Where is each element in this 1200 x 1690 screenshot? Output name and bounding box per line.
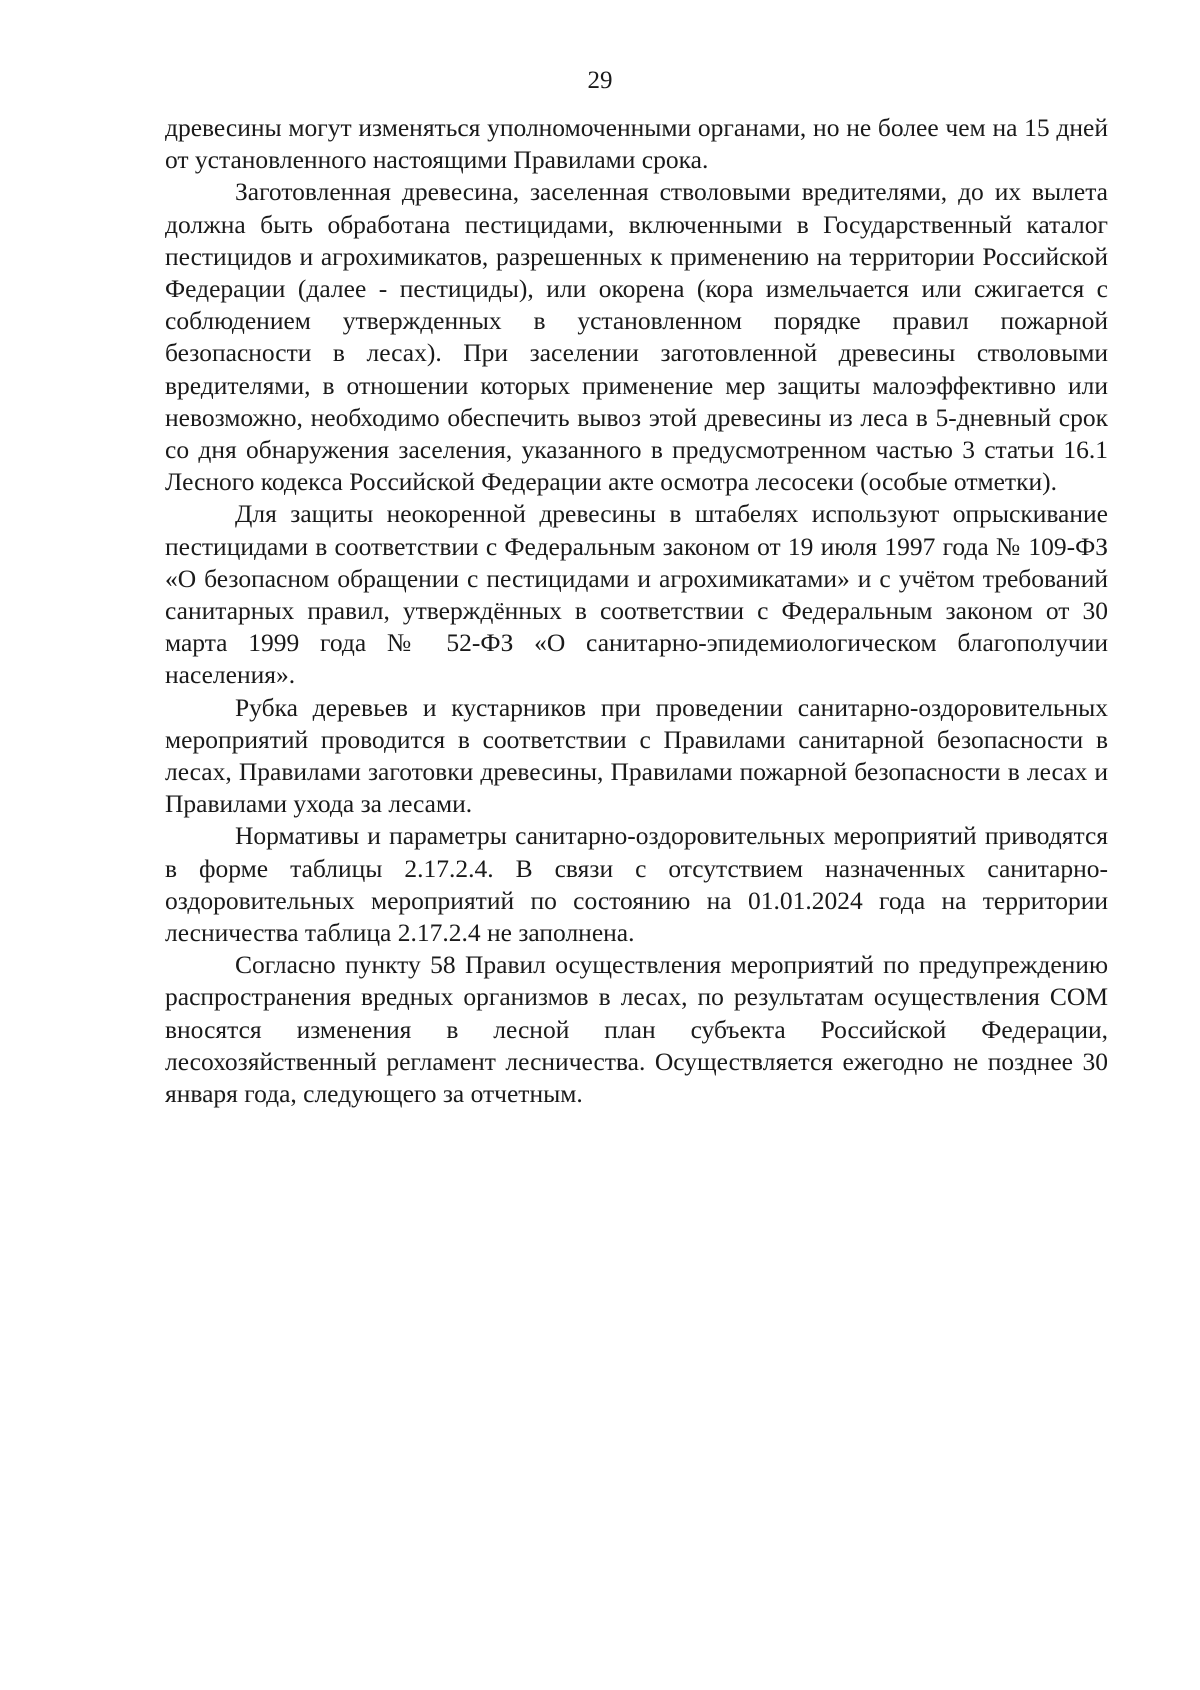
page-number: 29 [587, 67, 613, 94]
paragraph-sanitary-felling: Рубка деревьев и кустарников при проведении санитарно-оздоровительных мероприятий проводится в соответствии с Правилами санитарной безопасности в лесах, Правилами заготовки древесины, Правилами пожарной безопасности в лесах и Правилами ухода за лесами. [165, 692, 1108, 819]
document-body [165, 112, 1108, 1110]
paragraph-infested-timber: Заготовленная древесина, заселенная стволовыми вредителями, до их вылета должна быть обработана пестицидами, включенными в Государственный каталог пестицидов и агрохимикатов, разрешенных к применению на территории Российской Федерации (далее - пестициды), или окорена (кора измельчается или сжигается с соблюдением утвержденных в установленном порядке правил пожарной безопасности в лесах). При заселении заготовленной древесины стволовыми вредителями, в отношении которых применение мер защиты малоэффективно или невозможно, необходимо обеспечить вывоз этой древесины из леса в 5-дневный срок со дня обнаружения заселения, указанного в предусмотренном частью 3 статьи 16.1 Лесного кодекса Российской Федерации акте осмотра лесосеки (особые отметки). [165, 177, 1108, 497]
paragraph-stack-protection: Для защиты неокоренной древесины в штабелях используют опрыскивание пестицидами в соответствии с Федеральным законом от 19 июля 1997 года № 109-ФЗ «О безопасном обращении с пестицидами и агрохимикатами» и с учётом требований санитарных правил, утверждённых в соответствии с Федеральным законом от 30 марта 1999 года № 52-ФЗ «О санитарно-эпидемиологическом благополучии населения». [165, 499, 1108, 690]
paragraph-forest-plan-changes: Согласно пункту 58 Правил осуществления мероприятий по предупреждению распространения вредных организмов в лесах, по результатам осуществления СОМ вносятся изменения в лесной план субъекта Российской Федерации, лесохозяйственный регламент лесничества. Осуществляется ежегодно не позднее 30 января года, следующего за отчетным. [165, 950, 1108, 1109]
paragraph-norms-table: Нормативы и параметры санитарно-оздоровительных мероприятий приводятся в форме таблицы 2.17.2.4. В связи с отсутствием назначенных санитарно-оздоровительных мероприятий по состоянию на 01.01.2024 года на территории лесничества таблица 2.17.2.4 не заполнена. [165, 821, 1108, 948]
paragraph-continuation: древесины могут изменяться уполномоченными органами, но не более чем на 15 дней от установленного настоящими Правилами срока. [165, 113, 1108, 175]
